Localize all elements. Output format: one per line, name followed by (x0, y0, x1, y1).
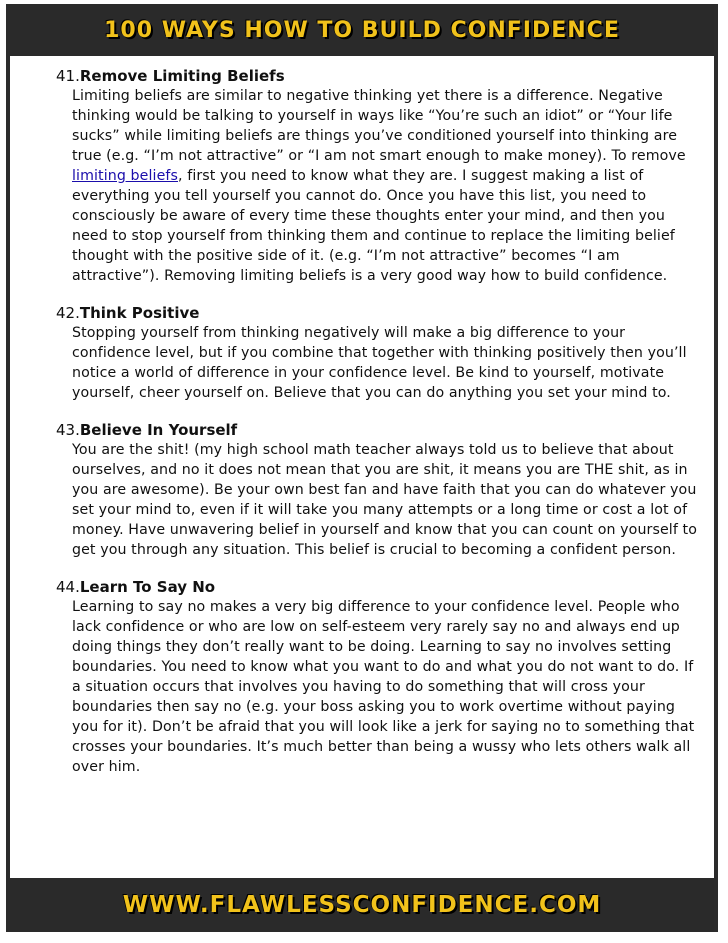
item-number: 43. (56, 421, 80, 439)
header-banner (6, 4, 718, 56)
item-heading (56, 577, 702, 597)
item-number: 44. (56, 578, 80, 596)
item-title: Believe In Yourself (79, 421, 238, 439)
item-heading (56, 420, 702, 440)
content-area (56, 66, 702, 794)
item-body-text: Limiting beliefs are similar to negative thinking yet there is a difference. Negative thinking would be talking to yourself in ways like “You’re such an idiot” or “Your life sucks” while limiting beliefs are things you’ve conditioned yourself into thinking are true (e.g. “I’m not attractive” or “I am not smart enough to make money). To remove (72, 88, 686, 164)
item-body (72, 86, 702, 286)
item-number: 42. (56, 304, 80, 322)
item-body-text-continued: , first you need to know what they are. I suggest making a list of everything you tell yourself you cannot do. Once you have this list, you need to consciously be aware of every time these thoughts enter your mind, and then you need to stop yourself from thinking them and continue to replace the limiting belief thought with the positive side of it. (e.g. “I’m not attractive” becomes “I am attractive”). Removing limiting beliefs is a very good way how to build confidence. (72, 168, 675, 284)
item-title: Learn To Say No (79, 578, 216, 596)
item-heading (56, 66, 702, 86)
limiting-beliefs-link[interactable]: limiting beliefs (72, 168, 178, 184)
item-title: Think Positive (79, 304, 200, 322)
item-body: Stopping yourself from thinking negatively will make a big difference to your confidence level, but if you combine that together with thinking positively then you’ll notice a world of difference in your confidence level. Be kind to yourself, motivate yourself, cheer yourself on. Believe that you can do anything you set your mind to. (72, 325, 687, 401)
item-number: 41. (56, 67, 80, 85)
list-item-43 (56, 420, 702, 560)
item-heading (56, 303, 702, 323)
list-item-41 (56, 66, 702, 286)
item-body: Learning to say no makes a very big difference to your confidence level. People who lack confidence or who are low on self-esteem very rarely say no and always end up doing things they don’t really want to be doing. Learning to say no involves setting boundaries. You need to know what you want to do and what you do not want to do. If a situation occurs that involves you having to do something that will cross your boundaries then say no (e.g. your boss asking you to work overtime without paying you for it). Don’t be afraid that you will look like a jerk for saying no to something that crosses your boundaries. It’s much better than being a wussy who lets others walk all over him. (72, 599, 695, 775)
footer-banner (6, 878, 718, 932)
list-item-42 (56, 303, 702, 403)
footer-url: WWW.FLAWLESSCONFIDENCE.COM (122, 892, 602, 918)
header-title: 100 WAYS HOW TO BUILD CONFIDENCE (104, 17, 620, 43)
item-title: Remove Limiting Beliefs (79, 67, 285, 85)
item-body: You are the shit! (my high school math teacher always told us to believe that about ourselves, and no it does not mean that you are shit, it means you are THE shit, as in you are awesome). Be your own best fan and have faith that you can do whatever you set your mind to, even if it will take you many attempts or a long time or cost a lot of money. Have unwavering belief in yourself and know that you can count on yourself to get you through any situation. This belief is crucial to becoming a confident person. (72, 442, 697, 558)
list-item-44 (56, 577, 702, 777)
